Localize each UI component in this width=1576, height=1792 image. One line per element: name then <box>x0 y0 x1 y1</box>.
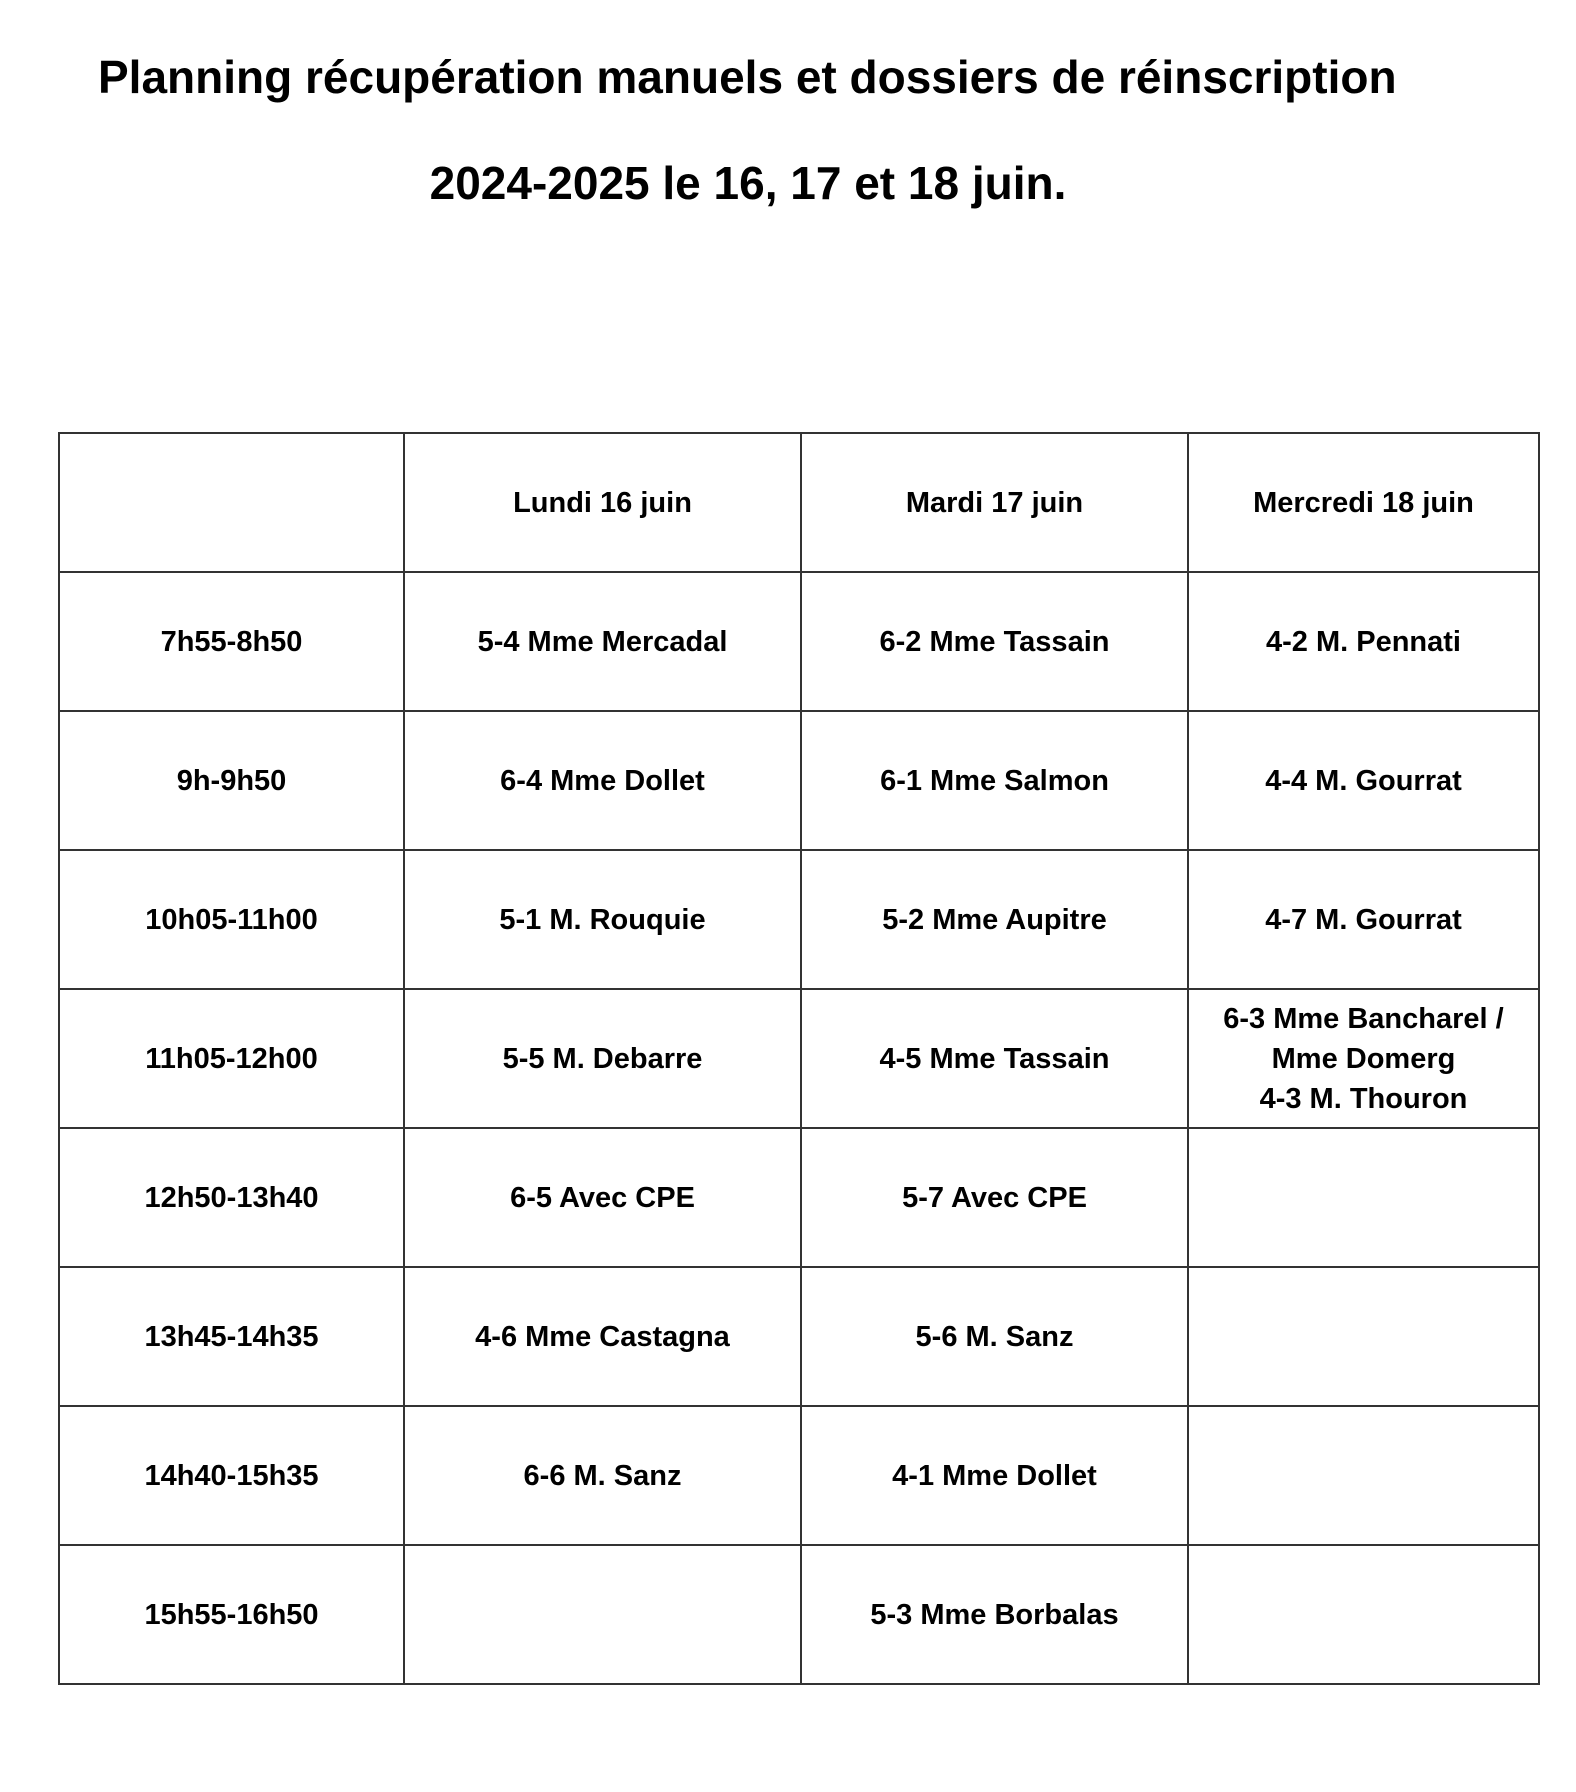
page-title-line-2: 2024-2025 le 16, 17 et 18 juin. <box>429 157 1067 209</box>
tuesday-cell: 5-2 Mme Aupitre <box>801 850 1188 989</box>
header-wednesday: Mercredi 18 juin <box>1188 433 1539 572</box>
table-row <box>59 850 1539 989</box>
header-corner-cell <box>59 433 404 572</box>
wednesday-cell-empty <box>1188 1406 1539 1545</box>
monday-cell: 5-4 Mme Mercadal <box>404 572 801 711</box>
wednesday-cell-empty <box>1188 1128 1539 1267</box>
table-row <box>59 989 1539 1128</box>
tuesday-cell: 6-1 Mme Salmon <box>801 711 1188 850</box>
monday-cell: 6-6 M. Sanz <box>404 1406 801 1545</box>
tuesday-cell: 4-5 Mme Tassain <box>801 989 1188 1128</box>
table-row <box>59 1267 1539 1406</box>
wednesday-cell-line: Mme Domerg <box>1271 1042 1456 1075</box>
schedule-table <box>58 432 1540 1685</box>
tuesday-cell: 5-6 M. Sanz <box>801 1267 1188 1406</box>
header-tuesday: Mardi 17 juin <box>801 433 1188 572</box>
monday-cell: 4-6 Mme Castagna <box>404 1267 801 1406</box>
tuesday-cell: 4-1 Mme Dollet <box>801 1406 1188 1545</box>
monday-cell: 6-4 Mme Dollet <box>404 711 801 850</box>
monday-cell: 6-5 Avec CPE <box>404 1128 801 1267</box>
tuesday-cell: 5-7 Avec CPE <box>801 1128 1188 1267</box>
monday-cell: 5-1 M. Rouquie <box>404 850 801 989</box>
time-slot-cell: 14h40-15h35 <box>59 1406 404 1545</box>
time-slot-cell: 7h55-8h50 <box>59 572 404 711</box>
wednesday-cell <box>1188 989 1539 1128</box>
monday-cell <box>404 1545 801 1684</box>
time-slot-cell: 11h05-12h00 <box>59 989 404 1128</box>
wednesday-cell-line: 4-7 M. Gourrat <box>1265 903 1462 936</box>
time-slot-cell: 9h-9h50 <box>59 711 404 850</box>
time-slot-cell: 13h45-14h35 <box>59 1267 404 1406</box>
table-row <box>59 1128 1539 1267</box>
time-slot-cell: 10h05-11h00 <box>59 850 404 989</box>
wednesday-cell-empty <box>1188 1267 1539 1406</box>
wednesday-cell-line: 4-3 M. Thouron <box>1259 1082 1468 1115</box>
wednesday-cell-line: 6-3 Mme Bancharel / <box>1223 1002 1504 1035</box>
tuesday-cell: 5-3 Mme Borbalas <box>801 1545 1188 1684</box>
table-header-row <box>59 433 1539 572</box>
monday-cell: 5-5 M. Debarre <box>404 989 801 1128</box>
wednesday-cell-line: 4-4 M. Gourrat <box>1265 764 1462 797</box>
table-row <box>59 1406 1539 1545</box>
wednesday-cell <box>1188 850 1539 989</box>
tuesday-cell: 6-2 Mme Tassain <box>801 572 1188 711</box>
wednesday-cell-line: 4-2 M. Pennati <box>1266 625 1461 658</box>
wednesday-cell <box>1188 711 1539 850</box>
table-row <box>59 572 1539 711</box>
table-row <box>59 711 1539 850</box>
header-monday: Lundi 16 juin <box>404 433 801 572</box>
time-slot-cell: 15h55-16h50 <box>59 1545 404 1684</box>
wednesday-cell-empty <box>1188 1545 1539 1684</box>
page-title-line-1: Planning récupération manuels et dossiers de réinscription <box>98 51 1397 103</box>
time-slot-cell: 12h50-13h40 <box>59 1128 404 1267</box>
table-row <box>59 1545 1539 1684</box>
wednesday-cell <box>1188 572 1539 711</box>
